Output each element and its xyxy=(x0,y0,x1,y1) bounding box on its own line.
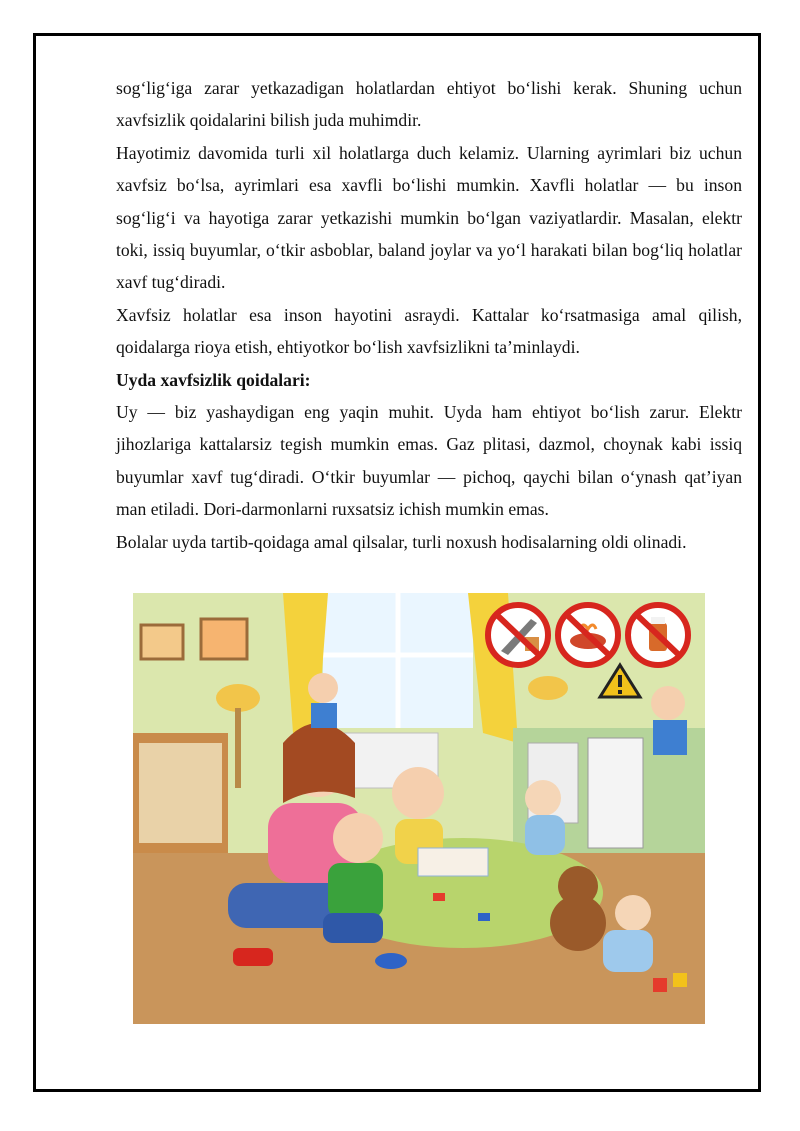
book xyxy=(418,848,488,876)
toy-car xyxy=(233,948,273,966)
baby xyxy=(615,895,651,931)
paragraph: Hayotimiz davomida turli xil holatlarga duch kelamiz. Ularning ayrimlari biz uchun xavfsiz bo‘lsa, ayrimlari esa xavfli bo‘lishi mumkin. Xavfli holatlar — bu inson sog‘lig‘i va hayotiga zarar yetkazishi mumkin bo‘lgan vaziyatlardir. Masalan, elektr toki, issiq buyumlar, o‘tkir asboblar, baland joylar va yo‘l harakati bilan bog‘liq holatlar xavf tug‘diradi. xyxy=(116,142,742,293)
stove xyxy=(588,738,643,848)
child xyxy=(651,686,685,720)
wall-picture xyxy=(201,619,247,659)
section-heading: Uyda xavfsizlik qoidalari: xyxy=(116,369,311,390)
lamp xyxy=(216,684,260,712)
paragraph: Uy — biz yashaydigan eng yaqin muhit. Uyda ham ehtiyot bo‘lish zarur. Elektr jihozlariga kattalarsiz tegish mumkin emas. Gaz plitasi, dazmol, choynak kabi issiq buyumlar xavf tug‘diradi. O‘tkir buyumlar — pichoq, qaychi bilan o‘ynash qat’iyan man etiladi. Dori-darmonlarni ruxsatsiz ichish mumkin emas. xyxy=(116,402,742,520)
no-knife-icon xyxy=(488,605,548,665)
baby xyxy=(525,780,561,816)
kitchen-lamp xyxy=(528,676,568,700)
no-hot-stove-icon xyxy=(558,605,618,665)
toy-block xyxy=(673,973,687,987)
toy-block xyxy=(653,978,667,992)
paragraph: sog‘lig‘iga zarar yetkazadigan holatlardan ehtiyot bo‘lishi kerak. Shuning uchun xavfsizlik qoidalarini bilish juda muhimdir. xyxy=(116,78,742,131)
toy-block xyxy=(478,913,490,921)
no-medicine-icon xyxy=(628,605,688,665)
boy xyxy=(333,813,383,863)
girl xyxy=(392,767,444,819)
paragraph: Bolalar uyda tartib-qoidaga amal qilsalar, turli noxush hodisalarning oldi olinadi. xyxy=(116,531,687,552)
home-safety-illustration xyxy=(133,593,705,1024)
wall-picture xyxy=(141,625,183,659)
body-text xyxy=(116,72,742,558)
child xyxy=(308,673,338,703)
toy-block xyxy=(433,893,445,901)
paragraph: Xavfsiz holatlar esa inson hayotini asraydi. Kattalar ko‘rsatmasiga amal qilish, qoidalarga rioya etish, ehtiyotkor bo‘lish xavfsizlikni ta’minlaydi. xyxy=(116,304,742,358)
toy xyxy=(375,953,407,969)
